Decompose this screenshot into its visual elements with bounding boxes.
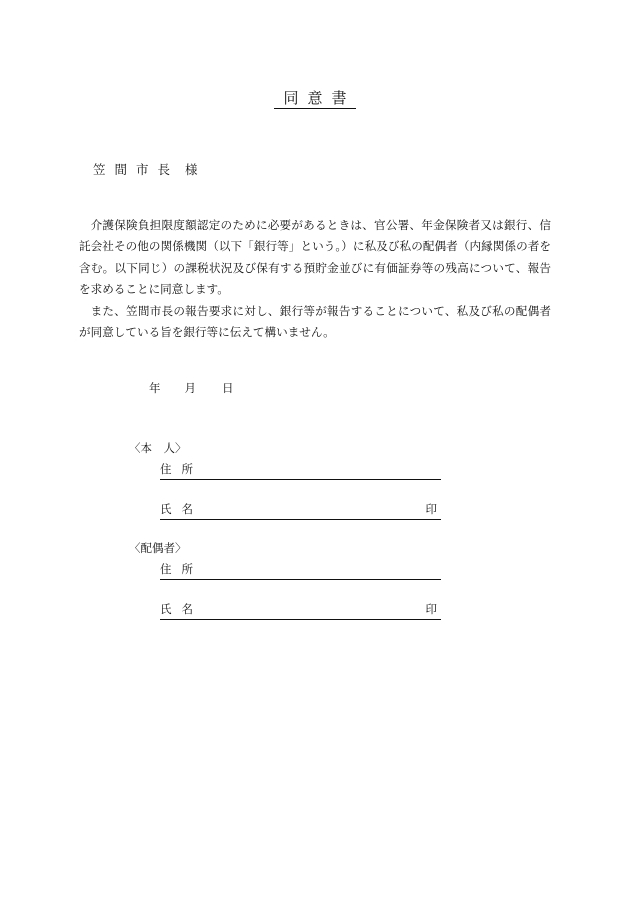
consent-body: [79, 215, 551, 343]
consent-paragraph-2: また、笠間市長の報告要求に対し、銀行等が報告することについて、私及び私の配偶者が同意している旨を銀行等に伝えて構いません。: [79, 303, 551, 340]
date-day-label: 日: [222, 381, 234, 395]
document-title-text: 同意書: [274, 89, 355, 109]
spouse-name-label: 氏名: [160, 602, 203, 616]
self-name-label: 氏名: [160, 502, 203, 516]
spouse-name-field[interactable]: [160, 601, 441, 620]
document-title: [0, 89, 630, 109]
addressee-line: [93, 162, 207, 178]
self-address-label: 住所: [160, 462, 203, 476]
self-seal-mark: 印: [425, 502, 437, 516]
date-year-label: 年: [149, 381, 161, 395]
self-address-field[interactable]: [160, 461, 441, 480]
self-name-field[interactable]: [160, 501, 441, 520]
addressee-name: 笠間市長: [93, 162, 180, 177]
spouse-address-field[interactable]: [160, 561, 441, 580]
spouse-signature-block: [129, 540, 441, 620]
spouse-address-label: 住所: [160, 562, 203, 576]
addressee-honorific: 様: [185, 162, 207, 177]
date-month-label: 月: [184, 381, 196, 395]
date-line: [149, 380, 234, 396]
self-signature-block: [129, 440, 441, 520]
consent-paragraph-1: 介護保険負担限度額認定のために必要があるときは、官公署、年金保険者又は銀行、信託会社その他の関係機関（以下「銀行等」という。）に私及び私の配偶者（内縁関係の者を含む。以下同じ）の課税状況及び保有する預貯金並びに有価証券等の残高について、報告を求めることに同意します。: [79, 218, 551, 297]
spouse-seal-mark: 印: [425, 602, 437, 616]
self-section-heading: 〈本 人〉: [129, 441, 187, 455]
spouse-section-heading: 〈配偶者〉: [129, 541, 187, 555]
